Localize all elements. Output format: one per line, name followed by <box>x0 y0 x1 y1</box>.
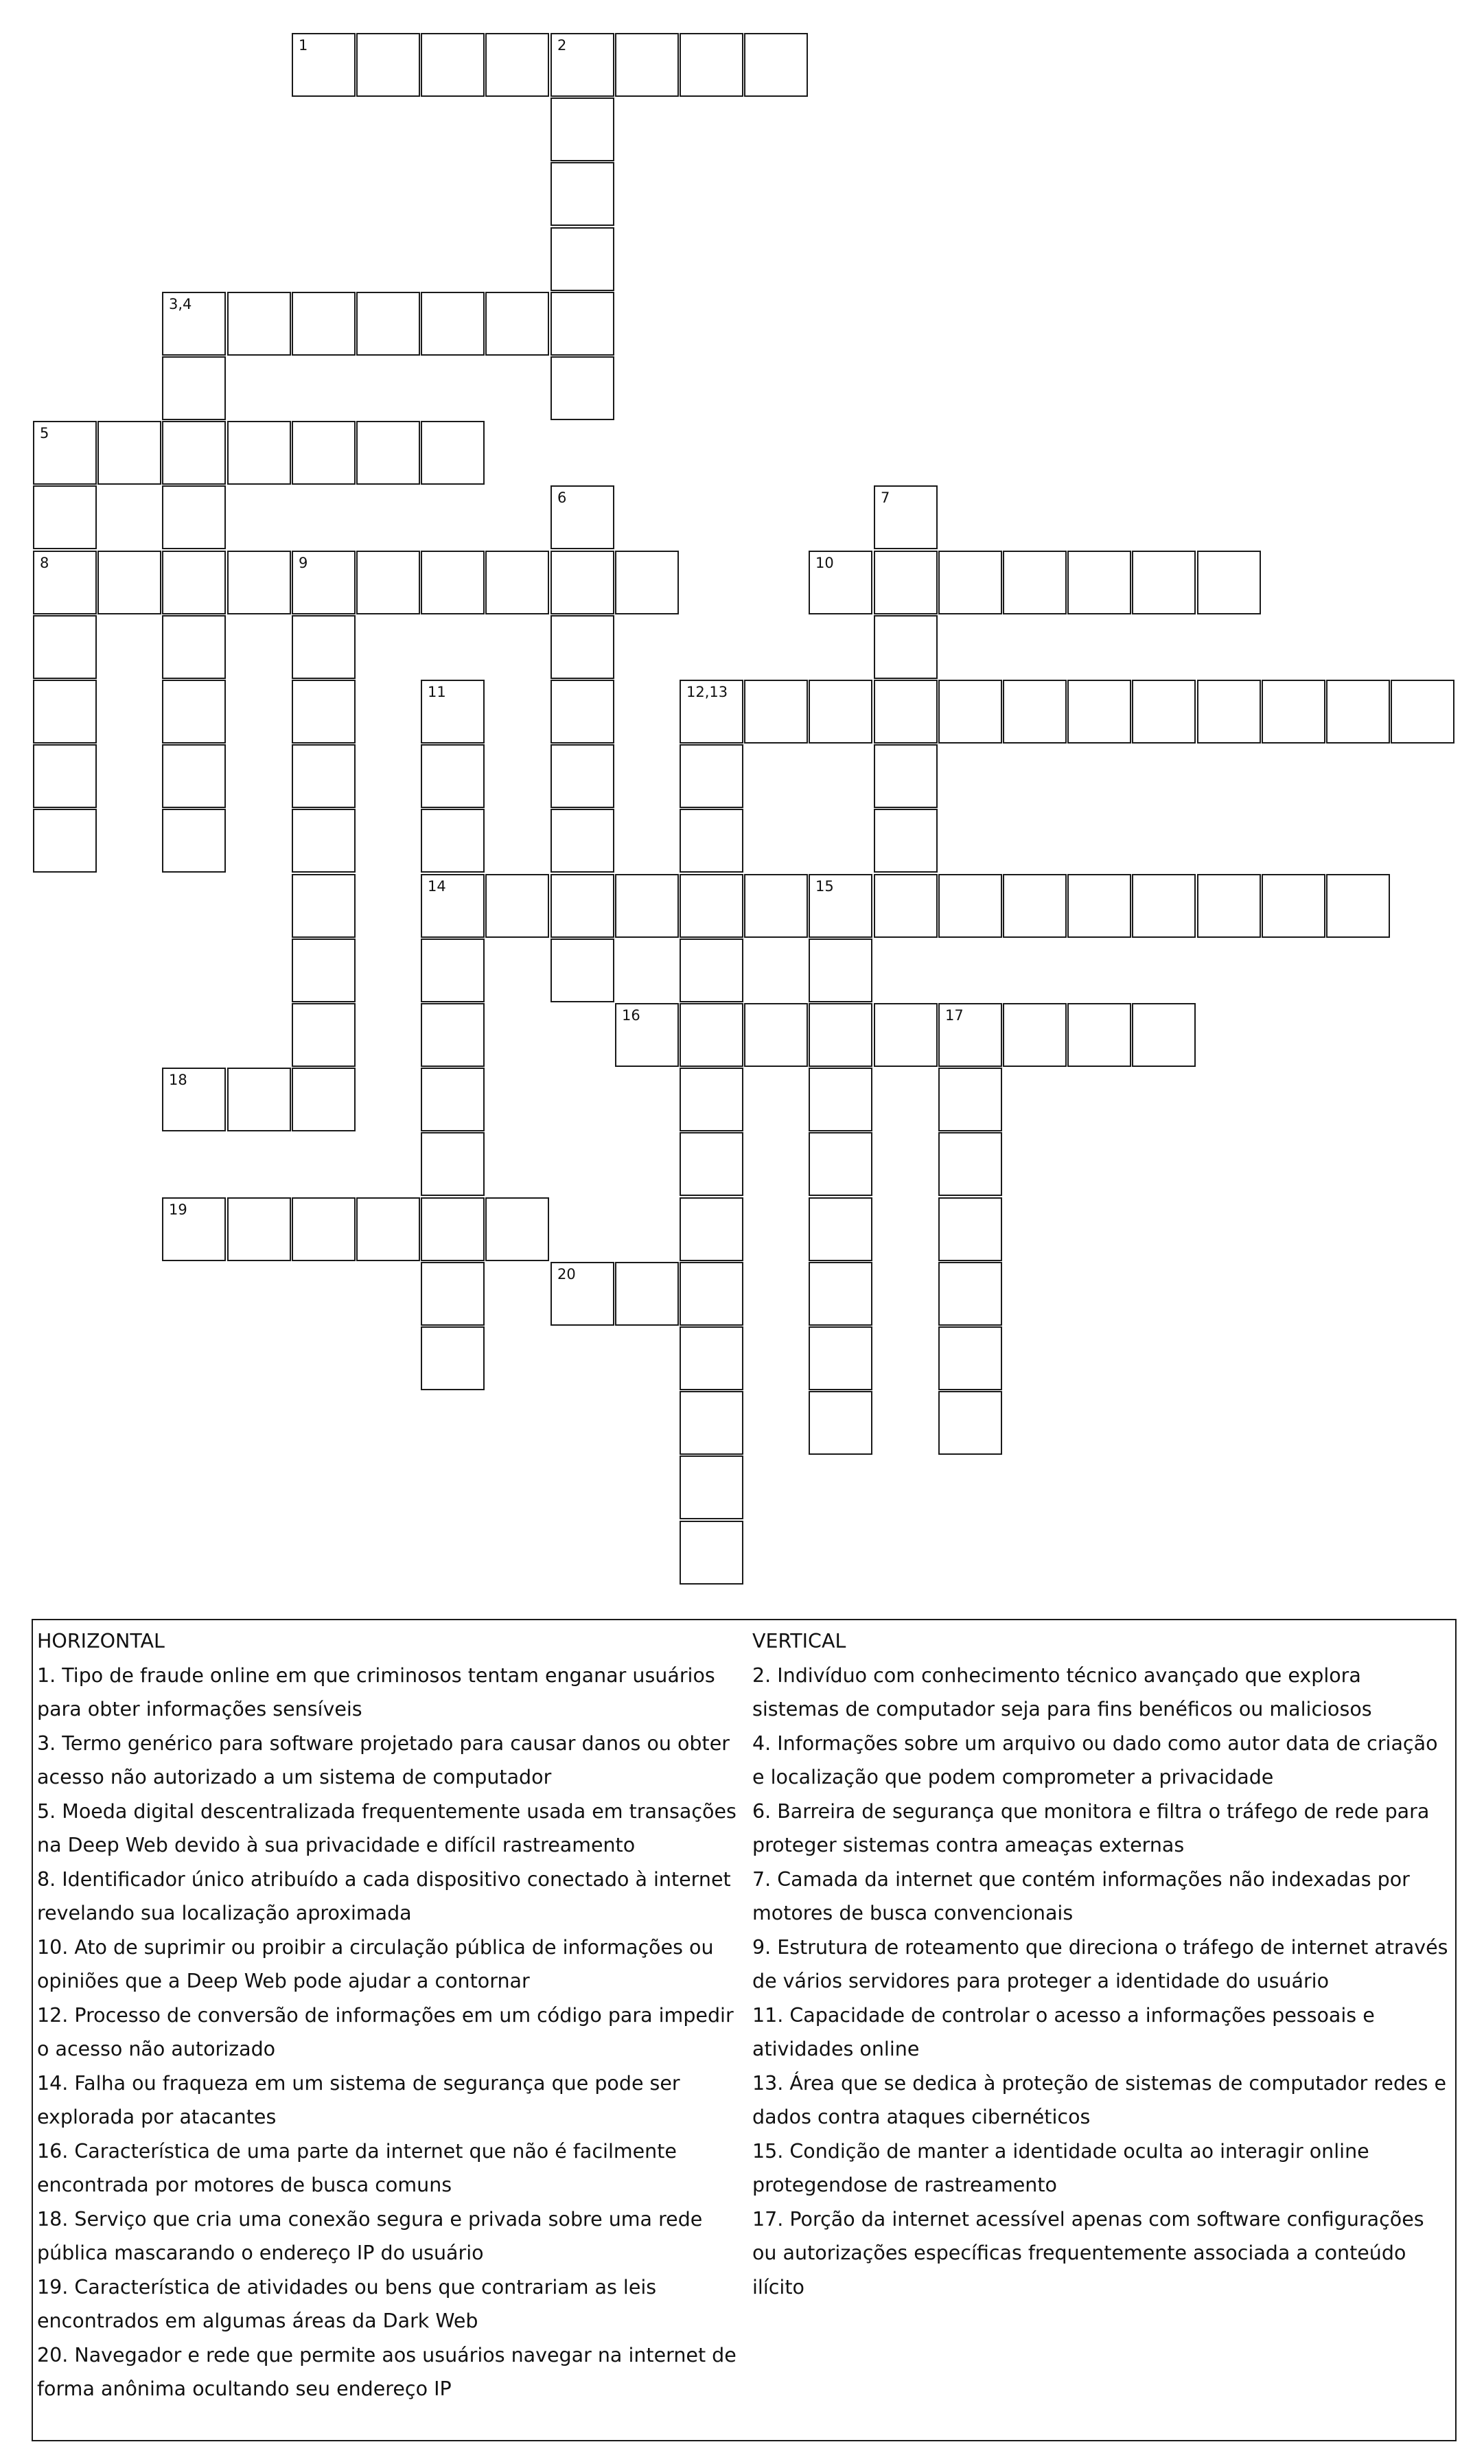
grid-cell[interactable] <box>33 421 97 485</box>
grid-cell[interactable] <box>421 1068 485 1131</box>
grid-cell[interactable] <box>938 680 1002 744</box>
clue-v-6: 6. Barreira de segurança que monitora e filtra o tráfego de rede para proteger sistemas contra ameaças externas <box>752 1799 1430 1856</box>
grid-cell[interactable] <box>550 97 614 161</box>
grid-cell[interactable] <box>680 1455 743 1519</box>
clue-number: 20 <box>557 1266 576 1282</box>
grid-cell[interactable] <box>162 615 226 679</box>
grid-cell[interactable] <box>615 874 679 938</box>
grid-cell[interactable] <box>227 421 291 485</box>
grid-cell[interactable] <box>356 292 420 356</box>
grid-cell[interactable] <box>680 1197 743 1261</box>
clue-number: 16 <box>622 1007 640 1024</box>
grid-cell[interactable] <box>421 874 485 938</box>
grid-cell[interactable] <box>292 744 356 808</box>
grid-cell[interactable] <box>97 551 161 614</box>
clue-number: 14 <box>428 878 446 895</box>
grid-cell[interactable] <box>33 615 97 679</box>
clue-number: 5 <box>40 425 49 441</box>
grid-cell[interactable] <box>162 421 226 485</box>
clue-number: 9 <box>299 555 308 571</box>
grid-cell[interactable] <box>680 1391 743 1455</box>
clue-number: 15 <box>815 878 834 895</box>
grid-cell[interactable] <box>1197 874 1261 938</box>
grid-cell[interactable] <box>33 551 97 614</box>
grid-cell[interactable] <box>421 1003 485 1067</box>
grid-cell[interactable] <box>938 1068 1002 1131</box>
grid-cell[interactable] <box>874 744 938 808</box>
grid-cell[interactable] <box>421 1197 485 1261</box>
clue-number: 8 <box>40 555 49 571</box>
grid-cell[interactable] <box>162 356 226 420</box>
grid-cell[interactable] <box>421 939 485 1002</box>
grid-cell[interactable] <box>744 680 808 744</box>
clue-number: 11 <box>428 684 446 700</box>
grid-cell[interactable] <box>485 1197 549 1261</box>
grid-cell[interactable] <box>33 680 97 744</box>
grid-cell[interactable] <box>227 292 291 356</box>
grid-cell[interactable] <box>680 939 743 1002</box>
grid-cell[interactable] <box>292 809 356 873</box>
clue-v-11: 11. Capacidade de controlar o acesso a informações pessoais e atividades online <box>752 2003 1375 2060</box>
grid-cell[interactable] <box>292 1003 356 1067</box>
grid-cell[interactable] <box>809 1262 872 1326</box>
grid-cell[interactable] <box>1326 874 1390 938</box>
grid-cell[interactable] <box>1262 874 1325 938</box>
grid-cell[interactable] <box>1197 551 1261 614</box>
grid-cell[interactable] <box>1067 680 1131 744</box>
grid-cell[interactable] <box>292 680 356 744</box>
vertical-heading: VERTICAL <box>752 1630 846 1653</box>
grid-cell[interactable] <box>1067 874 1131 938</box>
grid-cell[interactable] <box>550 162 614 226</box>
grid-cell[interactable] <box>874 615 938 679</box>
grid-cell[interactable] <box>421 551 485 614</box>
grid-cell[interactable] <box>421 421 485 485</box>
grid-cell[interactable] <box>421 809 485 873</box>
clue-number: 17 <box>945 1007 964 1024</box>
grid-cell[interactable] <box>809 939 872 1002</box>
grid-cell[interactable] <box>874 874 938 938</box>
clue-number: 12,13 <box>686 684 728 700</box>
grid-cell[interactable] <box>550 292 614 356</box>
grid-cell[interactable] <box>938 874 1002 938</box>
grid-cell[interactable] <box>874 1003 938 1067</box>
grid-cell[interactable] <box>485 292 549 356</box>
grid-cell[interactable] <box>615 33 679 97</box>
grid-cell[interactable] <box>421 1262 485 1326</box>
grid-cell[interactable] <box>938 1197 1002 1261</box>
grid-cell[interactable] <box>680 1521 743 1585</box>
grid-cell[interactable] <box>227 551 291 614</box>
clue-h-5: 5. Moeda digital descentralizada frequentemente usada em transações na Deep Web devido à sua privacidade e difícil rastreamento <box>37 1799 737 1856</box>
grid-cell[interactable] <box>938 1262 1002 1326</box>
grid-cell[interactable] <box>1067 1003 1131 1067</box>
grid-cell[interactable] <box>292 33 356 97</box>
grid-cell[interactable] <box>227 1068 291 1131</box>
clue-v-2: 2. Indivíduo com conhecimento técnico avançado que explora sistemas de computador seja para fins benéficos ou maliciosos <box>752 1663 1372 1720</box>
grid-cell[interactable] <box>1132 1003 1196 1067</box>
clue-h-18: 18. Serviço que cria uma conexão segura e privada sobre uma rede pública mascarando o endereço IP do usuário <box>37 2207 703 2264</box>
grid-cell[interactable] <box>680 1326 743 1390</box>
grid-cell[interactable] <box>356 1197 420 1261</box>
clue-h-10: 10. Ato de suprimir ou proibir a circulação pública de informações ou opiniões que a Deep Web pode ajudar a contornar <box>37 1935 714 1992</box>
grid-cell[interactable] <box>809 1197 872 1261</box>
grid-cell[interactable] <box>421 744 485 808</box>
grid-cell[interactable] <box>356 551 420 614</box>
grid-cell[interactable] <box>615 1003 679 1067</box>
grid-cell[interactable] <box>1003 1003 1067 1067</box>
clue-number: 1 <box>299 37 308 54</box>
grid-cell[interactable] <box>680 1262 743 1326</box>
grid-cell[interactable] <box>485 551 549 614</box>
grid-cell[interactable] <box>550 744 614 808</box>
grid-cell[interactable] <box>485 874 549 938</box>
grid-cell[interactable] <box>162 1197 226 1261</box>
grid-cell[interactable] <box>227 1197 291 1261</box>
grid-cell[interactable] <box>550 485 614 549</box>
grid-cell[interactable] <box>744 33 808 97</box>
grid-cell[interactable] <box>97 421 161 485</box>
grid-cell[interactable] <box>809 551 872 614</box>
grid-cell[interactable] <box>1003 551 1067 614</box>
grid-cell[interactable] <box>1003 874 1067 938</box>
grid-cell[interactable] <box>680 33 743 97</box>
grid-cell[interactable] <box>1391 680 1454 744</box>
grid-cell[interactable] <box>680 1132 743 1196</box>
grid-cell[interactable] <box>809 1132 872 1196</box>
grid-cell[interactable] <box>162 680 226 744</box>
grid-cell[interactable] <box>809 874 872 938</box>
grid-cell[interactable] <box>292 1197 356 1261</box>
clue-number: 3,4 <box>169 296 192 312</box>
grid-cell[interactable] <box>292 421 356 485</box>
grid-cell[interactable] <box>1067 551 1131 614</box>
grid-cell[interactable] <box>809 1003 872 1067</box>
grid-cell[interactable] <box>550 809 614 873</box>
grid-cell[interactable] <box>1003 680 1067 744</box>
clue-v-13: 13. Área que se dedica à proteção de sistemas de computador redes e dados contra ataques cibernéticos <box>752 2071 1447 2128</box>
grid-cell[interactable] <box>162 485 226 549</box>
clue-h-12: 12. Processo de conversão de informações em um código para impedir o acesso não autorizado <box>37 2003 734 2060</box>
clue-h-8: 8. Identificador único atribuído a cada dispositivo conectado à internet revelando sua localização aproximada <box>37 1867 731 1924</box>
grid-cell[interactable] <box>292 292 356 356</box>
grid-cell[interactable] <box>421 33 485 97</box>
grid-cell[interactable] <box>33 485 97 549</box>
grid-cell[interactable] <box>809 1391 872 1455</box>
grid-cell[interactable] <box>162 744 226 808</box>
grid-cell[interactable] <box>162 551 226 614</box>
grid-cell[interactable] <box>421 1132 485 1196</box>
grid-cell[interactable] <box>744 874 808 938</box>
grid-cell[interactable] <box>680 680 743 744</box>
grid-cell[interactable] <box>809 680 872 744</box>
grid-cell[interactable] <box>874 680 938 744</box>
grid-cell[interactable] <box>550 874 614 938</box>
grid-cell[interactable] <box>550 356 614 420</box>
clue-number: 2 <box>557 37 567 54</box>
grid-cell[interactable] <box>1197 680 1261 744</box>
grid-cell[interactable] <box>615 551 679 614</box>
grid-cell[interactable] <box>550 1262 614 1326</box>
clue-h-20: 20. Navegador e rede que permite aos usuários navegar na internet de forma anônima ocultando seu endereço IP <box>37 2343 737 2400</box>
grid-cell[interactable] <box>809 1326 872 1390</box>
grid-cell[interactable] <box>421 1326 485 1390</box>
clue-h-1: 1. Tipo de fraude online em que criminosos tentam enganar usuários para obter informações sensíveis <box>37 1663 715 1720</box>
grid-cell[interactable] <box>292 615 356 679</box>
grid-cell[interactable] <box>550 227 614 291</box>
clue-h-16: 16. Característica de uma parte da internet que não é facilmente encontrada por motores de busca comuns <box>37 2139 677 2196</box>
grid-cell[interactable] <box>356 33 420 97</box>
grid-cell[interactable] <box>162 1068 226 1131</box>
clue-h-19: 19. Característica de atividades ou bens que contrariam as leis encontrados em algumas áreas da Dark Web <box>37 2275 657 2332</box>
horizontal-heading: HORIZONTAL <box>37 1630 165 1653</box>
clue-number: 10 <box>815 555 834 571</box>
clue-v-15: 15. Condição de manter a identidade oculta ao interagir online protegendose de rastreamento <box>752 2139 1369 2196</box>
grid-cell[interactable] <box>550 551 614 614</box>
grid-cell[interactable] <box>874 485 938 549</box>
grid-cell[interactable] <box>550 680 614 744</box>
clue-v-7: 7. Camada da internet que contém informações não indexadas por motores de busca convencionais <box>752 1867 1410 1924</box>
grid-cell[interactable] <box>485 33 549 97</box>
grid-cell[interactable] <box>680 874 743 938</box>
clue-number: 19 <box>169 1201 187 1218</box>
grid-cell[interactable] <box>1262 680 1325 744</box>
grid-cell[interactable] <box>809 1068 872 1131</box>
grid-cell[interactable] <box>680 809 743 873</box>
grid-cell[interactable] <box>292 939 356 1002</box>
grid-cell[interactable] <box>33 809 97 873</box>
grid-cell[interactable] <box>292 551 356 614</box>
grid-cell[interactable] <box>615 1262 679 1326</box>
grid-cell[interactable] <box>874 809 938 873</box>
grid-cell[interactable] <box>938 1391 1002 1455</box>
grid-cell[interactable] <box>421 292 485 356</box>
clue-number: 6 <box>557 490 567 506</box>
grid-cell[interactable] <box>1132 874 1196 938</box>
grid-cell[interactable] <box>938 551 1002 614</box>
grid-cell[interactable] <box>1326 680 1390 744</box>
grid-cell[interactable] <box>938 1132 1002 1196</box>
clue-v-9: 9. Estrutura de roteamento que direciona o tráfego de internet através de vários servidores para proteger a identidade do usuário <box>752 1935 1448 1992</box>
grid-cell[interactable] <box>421 680 485 744</box>
horizontal-clues <box>37 1624 744 2406</box>
grid-cell[interactable] <box>356 421 420 485</box>
clue-number: 18 <box>169 1072 187 1088</box>
clue-number: 7 <box>881 490 890 506</box>
grid-cell[interactable] <box>1132 680 1196 744</box>
grid-cell[interactable] <box>938 1326 1002 1390</box>
grid-cell[interactable] <box>680 744 743 808</box>
grid-cell[interactable] <box>292 874 356 938</box>
grid-cell[interactable] <box>680 1068 743 1131</box>
grid-cell[interactable] <box>744 1003 808 1067</box>
grid-cell[interactable] <box>33 744 97 808</box>
clues-box <box>32 1619 1457 2441</box>
grid-cell[interactable] <box>550 33 614 97</box>
grid-cell[interactable] <box>162 292 226 356</box>
grid-cell[interactable] <box>1132 551 1196 614</box>
clue-v-17: 17. Porção da internet acessível apenas com software configurações ou autorizações específicas frequentemente associada a conteúdo ilícito <box>752 2207 1424 2299</box>
grid-cell[interactable] <box>680 1003 743 1067</box>
clue-h-3: 3. Termo genérico para software projetado para causar danos ou obter acesso não autorizado a um sistema de computador <box>37 1731 730 1788</box>
vertical-clues <box>752 1624 1454 2304</box>
clue-v-4: 4. Informações sobre um arquivo ou dado como autor data de criação e localização que podem comprometer a privacidade <box>752 1731 1438 1788</box>
grid-cell[interactable] <box>550 615 614 679</box>
grid-cell[interactable] <box>162 809 226 873</box>
clue-h-14: 14. Falha ou fraqueza em um sistema de segurança que pode ser explorada por atacantes <box>37 2071 680 2128</box>
grid-cell[interactable] <box>938 1003 1002 1067</box>
grid-cell[interactable] <box>550 939 614 1002</box>
grid-cell[interactable] <box>874 551 938 614</box>
grid-cell[interactable] <box>292 1068 356 1131</box>
